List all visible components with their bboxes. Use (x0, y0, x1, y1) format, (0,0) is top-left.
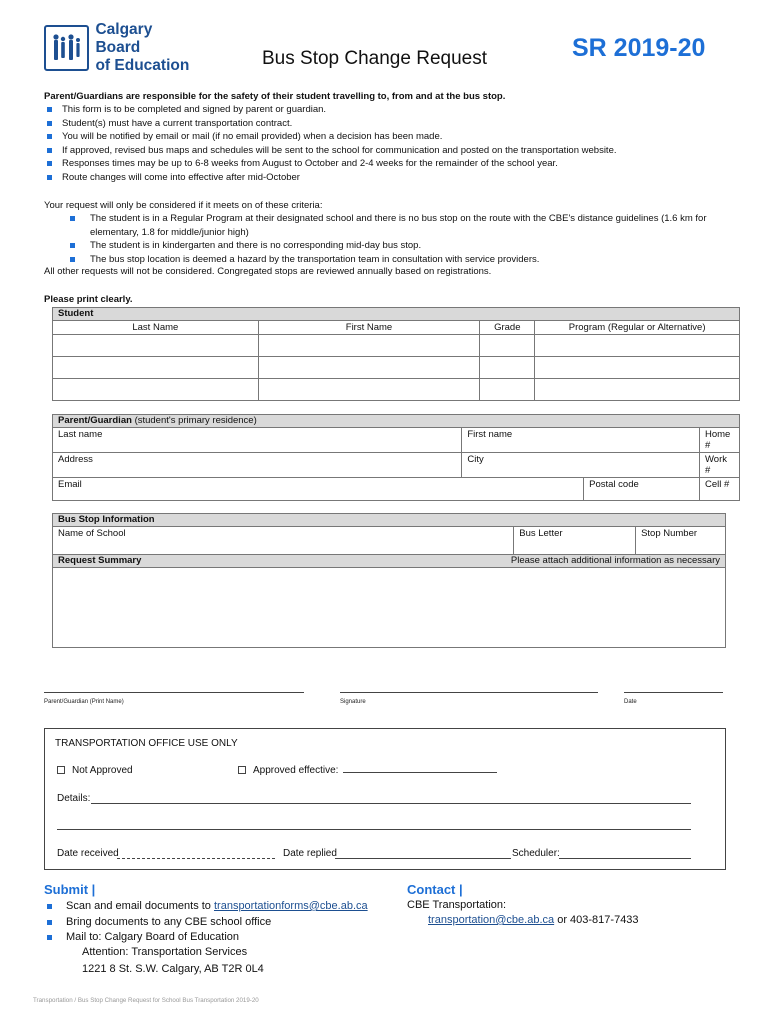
office-use-box (44, 728, 726, 870)
scan-text: Scan and email documents to (66, 900, 211, 912)
cbe-logo (44, 21, 200, 74)
student-1-last-name-field[interactable] (53, 335, 259, 357)
student-table (52, 307, 740, 401)
parent-address-field[interactable] (53, 453, 462, 478)
list-item: The bus stop location is deemed a hazard by the transportation team in consultation with service providers. (64, 253, 714, 267)
list-item: Bring documents to any CBE school office (44, 915, 368, 931)
field-label: Address (58, 454, 93, 465)
contact-phone: or 403-817-7433 (557, 914, 639, 926)
details-label: Details: (57, 793, 91, 804)
date-label: Date (624, 699, 637, 705)
col-first-name: First Name (258, 321, 480, 335)
family-figures-icon (44, 25, 89, 71)
signature-label: Signature (340, 699, 366, 705)
print-clearly-note: Please print clearly. (44, 294, 133, 305)
bus-stop-table (52, 513, 726, 648)
list-item: The student is in kindergarten and there is no corresponding mid-day bus stop. (64, 239, 714, 253)
page-title: Bus Stop Change Request (262, 48, 487, 69)
date-replied-label: Date replied (283, 848, 337, 859)
intro-heading: Parent/Guardians are responsible for the safety of their student travelling to, from and at the bus stop. (44, 91, 506, 102)
list-item: This form is to be completed and signed by parent or guardian. (44, 103, 617, 117)
submit-list (44, 899, 368, 946)
parent-city-field[interactable] (462, 453, 700, 478)
mail-attention: Attention: Transportation Services (82, 946, 248, 958)
approved-option[interactable] (238, 765, 497, 776)
col-last-name: Last Name (53, 321, 259, 335)
parent-cell-phone-field[interactable] (699, 478, 739, 501)
request-summary-title: Request Summary (58, 555, 142, 566)
stop-number-field[interactable] (636, 527, 726, 555)
field-label: Home # (704, 429, 731, 451)
parent-section-title: Parent/Guardian (58, 415, 132, 426)
bus-letter-field[interactable] (514, 527, 636, 555)
footer-note: Transportation / Bus Stop Change Request for School Bus Transportation 2019-20 (33, 997, 259, 1004)
transportation-forms-email-link[interactable]: transportationforms@cbe.ab.ca (213, 900, 368, 912)
student-3-program-field[interactable] (535, 379, 740, 401)
field-label: Work # (704, 454, 727, 476)
date-received-field[interactable] (117, 858, 275, 859)
not-approved-label: Not Approved (72, 765, 133, 776)
parent-last-name-field[interactable] (53, 428, 462, 453)
student-2-last-name-field[interactable] (53, 357, 259, 379)
field-label: Stop Number (641, 528, 698, 539)
list-item (44, 899, 368, 915)
field-label: City (467, 454, 484, 465)
student-1-program-field[interactable] (535, 335, 740, 357)
parent-print-name-line[interactable] (44, 692, 304, 693)
field-label: Last name (58, 429, 103, 440)
request-summary-header (53, 555, 726, 568)
details-line-2[interactable] (57, 829, 691, 830)
scheduler-field[interactable] (559, 858, 691, 859)
field-label: Bus Letter (519, 528, 563, 539)
date-replied-field[interactable] (335, 858, 511, 859)
office-use-title: TRANSPORTATION OFFICE USE ONLY (55, 738, 238, 749)
parent-section-note: (student's primary residence) (134, 415, 257, 426)
date-line[interactable] (624, 692, 723, 693)
student-1-first-name-field[interactable] (258, 335, 480, 357)
submit-title: Submit | (44, 882, 96, 897)
scheduler-label: Scheduler: (512, 848, 560, 859)
student-2-first-name-field[interactable] (258, 357, 480, 379)
parent-first-name-field[interactable] (462, 428, 700, 453)
list-item: If approved, revised bus maps and schedules will be sent to the school for communication and posted on the transportation website. (44, 144, 617, 158)
student-3-grade-field[interactable] (480, 379, 535, 401)
criteria-footer: All other requests will not be considered. Congregated stops are reviewed annually based on registrations. (44, 266, 492, 277)
contact-title: Contact | (407, 882, 463, 897)
list-item: Mail to: Calgary Board of Education (44, 930, 368, 946)
details-line-1[interactable] (91, 803, 691, 804)
not-approved-option[interactable] (57, 765, 133, 776)
student-2-program-field[interactable] (535, 357, 740, 379)
student-1-grade-field[interactable] (480, 335, 535, 357)
list-item: You will be notified by email or mail (if no email provided) when a decision has been made. (44, 130, 617, 144)
date-received-label: Date received (57, 848, 119, 859)
list-item: Responses times may be up to 6-8 weeks from August to October and 2-4 weeks for the remainder of the school year. (44, 157, 617, 171)
student-3-last-name-field[interactable] (53, 379, 259, 401)
school-name-field[interactable] (53, 527, 514, 555)
request-summary-field[interactable] (53, 568, 726, 648)
contact-label: CBE Transportation: (407, 899, 507, 911)
parent-email-field[interactable] (53, 478, 584, 501)
parent-section-header (53, 415, 740, 428)
list-item: Route changes will come into effective after mid-October (44, 171, 617, 185)
list-item: Student(s) must have a current transportation contract. (44, 117, 617, 131)
approved-effective-date-field[interactable] (343, 772, 497, 773)
parent-postal-code-field[interactable] (584, 478, 700, 501)
approved-checkbox[interactable] (238, 766, 246, 774)
mail-address: 1221 8 St. S.W. Calgary, AB T2R 0L4 (82, 963, 264, 975)
criteria-list (64, 212, 714, 266)
criteria-heading: Your request will only be considered if it meets on of these criteria: (44, 200, 323, 211)
bus-stop-section-header: Bus Stop Information (53, 514, 726, 527)
student-2-grade-field[interactable] (480, 357, 535, 379)
col-grade: Grade (480, 321, 535, 335)
field-label: First name (467, 429, 513, 440)
parent-work-phone-field[interactable] (699, 453, 739, 478)
contact-line (428, 914, 639, 926)
field-label: Name of School (58, 528, 126, 539)
approved-label: Approved effective: (253, 765, 339, 776)
form-code: SR 2019-20 (572, 34, 706, 62)
parent-home-phone-field[interactable] (699, 428, 739, 453)
parent-table (52, 414, 740, 501)
student-section-header: Student (53, 308, 740, 321)
field-label: Cell # (704, 479, 730, 490)
parent-print-name-label: Parent/Guardian (Print Name) (44, 699, 124, 705)
list-item: The student is in a Regular Program at their designated school and there is no bus stop on the route with the CBE's distance guidelines (1.6 km for elementary, 1.8 for middle/junior high) (64, 212, 714, 239)
request-summary-note: Please attach additional information as necessary (510, 555, 720, 566)
org-name-line2: of Education (95, 57, 190, 74)
intro-list (44, 103, 617, 184)
col-program: Program (Regular or Alternative) (535, 321, 740, 335)
student-3-first-name-field[interactable] (258, 379, 480, 401)
not-approved-checkbox[interactable] (57, 766, 65, 774)
org-name-line1: Calgary Board (95, 21, 153, 56)
signature-line[interactable] (340, 692, 598, 693)
field-label: Postal code (589, 479, 639, 490)
transportation-email-link[interactable]: transportation@cbe.ab.ca (428, 914, 555, 926)
field-label: Email (58, 479, 82, 490)
